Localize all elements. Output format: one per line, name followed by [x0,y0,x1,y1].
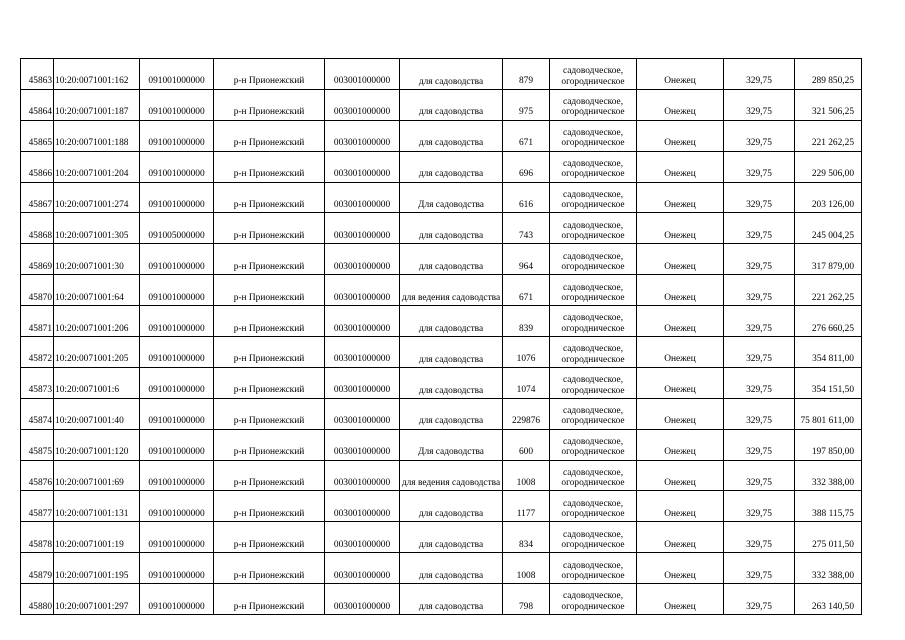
permitted-use-cell: для садоводства [400,553,503,584]
district-cell: р-н Прионежский [214,182,325,213]
cadastral-value-cell: 221 262,25 [795,275,862,306]
okato-code-cell: 091001000000 [140,367,214,398]
land-category-cell: садоводческое, огородническое [550,491,637,522]
settlement-cell: Онежец [637,429,724,460]
area-cell: 798 [503,584,550,615]
area-cell: 975 [503,89,550,120]
permitted-use-cell: Для садоводства [400,429,503,460]
cadastral-value-cell: 332 388,00 [795,460,862,491]
specific-value-cell: 329,75 [724,182,795,213]
cadastral-value-cell: 332 388,00 [795,553,862,584]
specific-value-cell: 329,75 [724,213,795,244]
okato-code-cell: 091001000000 [140,59,214,90]
oktmo-code-cell: 003001000000 [325,491,400,522]
settlement-cell: Онежец [637,244,724,275]
district-cell: р-н Прионежский [214,89,325,120]
cadastral-value-cell: 75 801 611,00 [795,398,862,429]
permitted-use-cell: для садоводства [400,59,503,90]
land-category-cell: садоводческое, огородническое [550,213,637,244]
district-cell: р-н Прионежский [214,213,325,244]
okato-code-cell: 091001000000 [140,120,214,151]
specific-value-cell: 329,75 [724,59,795,90]
permitted-use-cell: для садоводства [400,398,503,429]
okato-code-cell: 091001000000 [140,306,214,337]
district-cell: р-н Прионежский [214,398,325,429]
land-category-cell: садоводческое, огородническое [550,584,637,615]
settlement-cell: Онежец [637,89,724,120]
specific-value-cell: 329,75 [724,367,795,398]
land-category-cell: садоводческое, огородническое [550,522,637,553]
district-cell: р-н Прионежский [214,275,325,306]
oktmo-code-cell: 003001000000 [325,337,400,368]
district-cell: р-н Прионежский [214,151,325,182]
table-row [21,522,862,553]
land-category-cell: садоводческое, огородническое [550,59,637,90]
district-cell: р-н Прионежский [214,491,325,522]
settlement-cell: Онежец [637,337,724,368]
specific-value-cell: 329,75 [724,460,795,491]
district-cell: р-н Прионежский [214,59,325,90]
specific-value-cell: 329,75 [724,553,795,584]
settlement-cell: Онежец [637,120,724,151]
land-category-cell: садоводческое, огородническое [550,367,637,398]
oktmo-code-cell: 003001000000 [325,306,400,337]
cadastral-value-cell: 354 151,50 [795,367,862,398]
district-cell: р-н Прионежский [214,522,325,553]
land-category-cell: садоводческое, огородническое [550,398,637,429]
okato-code-cell: 091001000000 [140,275,214,306]
table-row [21,59,862,90]
okato-code-cell: 091001000000 [140,151,214,182]
parcel-table-body [21,59,862,615]
okato-code-cell: 091001000000 [140,584,214,615]
land-category-cell: садоводческое, огородническое [550,89,637,120]
table-row [21,584,862,615]
table-row [21,553,862,584]
permitted-use-cell: для садоводства [400,151,503,182]
okato-code-cell: 091001000000 [140,460,214,491]
land-category-cell: садоводческое, огородническое [550,553,637,584]
settlement-cell: Онежец [637,275,724,306]
area-cell: 671 [503,120,550,151]
cadastral-number-cell: 10:20:0071001:131 [54,491,140,522]
permitted-use-cell: для садоводства [400,584,503,615]
table-row [21,491,862,522]
table-row [21,398,862,429]
oktmo-code-cell: 003001000000 [325,182,400,213]
settlement-cell: Онежец [637,553,724,584]
settlement-cell: Онежец [637,460,724,491]
okato-code-cell: 091001000000 [140,398,214,429]
okato-code-cell: 091001000000 [140,89,214,120]
row-id-cell: 45866 [21,151,54,182]
table-row [21,120,862,151]
cadastral-number-cell: 10:20:0071001:162 [54,59,140,90]
permitted-use-cell: для садоводства [400,89,503,120]
oktmo-code-cell: 003001000000 [325,584,400,615]
oktmo-code-cell: 003001000000 [325,89,400,120]
settlement-cell: Онежец [637,59,724,90]
district-cell: р-н Прионежский [214,429,325,460]
area-cell: 671 [503,275,550,306]
land-category-cell: садоводческое, огородническое [550,337,637,368]
table-row [21,182,862,213]
land-category-cell: садоводческое, огородническое [550,460,637,491]
table-row [21,337,862,368]
oktmo-code-cell: 003001000000 [325,120,400,151]
table-row [21,460,862,491]
row-id-cell: 45872 [21,337,54,368]
permitted-use-cell: для садоводства [400,337,503,368]
cadastral-number-cell: 10:20:0071001:69 [54,460,140,491]
oktmo-code-cell: 003001000000 [325,151,400,182]
district-cell: р-н Прионежский [214,120,325,151]
oktmo-code-cell: 003001000000 [325,275,400,306]
specific-value-cell: 329,75 [724,337,795,368]
settlement-cell: Онежец [637,306,724,337]
cadastral-number-cell: 10:20:0071001:19 [54,522,140,553]
oktmo-code-cell: 003001000000 [325,213,400,244]
specific-value-cell: 329,75 [724,120,795,151]
cadastral-value-cell: 203 126,00 [795,182,862,213]
cadastral-value-cell: 275 011,50 [795,522,862,553]
row-id-cell: 45876 [21,460,54,491]
settlement-cell: Онежец [637,491,724,522]
specific-value-cell: 329,75 [724,89,795,120]
area-cell: 229876 [503,398,550,429]
land-category-cell: садоводческое, огородническое [550,182,637,213]
specific-value-cell: 329,75 [724,306,795,337]
district-cell: р-н Прионежский [214,460,325,491]
land-category-cell: садоводческое, огородническое [550,120,637,151]
specific-value-cell: 329,75 [724,429,795,460]
settlement-cell: Онежец [637,522,724,553]
cadastral-value-cell: 276 660,25 [795,306,862,337]
row-id-cell: 45864 [21,89,54,120]
specific-value-cell: 329,75 [724,244,795,275]
cadastral-value-cell: 229 506,00 [795,151,862,182]
specific-value-cell: 329,75 [724,584,795,615]
land-category-cell: садоводческое, огородническое [550,429,637,460]
area-cell: 696 [503,151,550,182]
okato-code-cell: 091001000000 [140,491,214,522]
permitted-use-cell: для садоводства [400,491,503,522]
okato-code-cell: 091005000000 [140,213,214,244]
okato-code-cell: 091001000000 [140,244,214,275]
row-id-cell: 45868 [21,213,54,244]
row-id-cell: 45871 [21,306,54,337]
cadastral-value-cell: 388 115,75 [795,491,862,522]
area-cell: 1177 [503,491,550,522]
settlement-cell: Онежец [637,182,724,213]
area-cell: 1008 [503,460,550,491]
cadastral-number-cell: 10:20:0071001:187 [54,89,140,120]
district-cell: р-н Прионежский [214,367,325,398]
row-id-cell: 45870 [21,275,54,306]
settlement-cell: Онежец [637,398,724,429]
cadastral-value-cell: 263 140,50 [795,584,862,615]
cadastral-number-cell: 10:20:0071001:195 [54,553,140,584]
row-id-cell: 45875 [21,429,54,460]
permitted-use-cell: для садоводства [400,244,503,275]
okato-code-cell: 091001000000 [140,553,214,584]
permitted-use-cell: для садоводства [400,367,503,398]
oktmo-code-cell: 003001000000 [325,460,400,491]
table-row [21,306,862,337]
settlement-cell: Онежец [637,367,724,398]
row-id-cell: 45877 [21,491,54,522]
permitted-use-cell: для садоводства [400,522,503,553]
row-id-cell: 45874 [21,398,54,429]
district-cell: р-н Прионежский [214,337,325,368]
oktmo-code-cell: 003001000000 [325,553,400,584]
cadastral-number-cell: 10:20:0071001:204 [54,151,140,182]
cadastral-number-cell: 10:20:0071001:305 [54,213,140,244]
area-cell: 616 [503,182,550,213]
oktmo-code-cell: 003001000000 [325,244,400,275]
district-cell: р-н Прионежский [214,306,325,337]
oktmo-code-cell: 003001000000 [325,398,400,429]
permitted-use-cell: для садоводства [400,306,503,337]
cadastral-value-cell: 289 850,25 [795,59,862,90]
specific-value-cell: 329,75 [724,398,795,429]
cadastral-number-cell: 10:20:0071001:274 [54,182,140,213]
table-row [21,89,862,120]
settlement-cell: Онежец [637,584,724,615]
cadastral-value-cell: 321 506,25 [795,89,862,120]
oktmo-code-cell: 003001000000 [325,59,400,90]
specific-value-cell: 329,75 [724,522,795,553]
permitted-use-cell: для садоводства [400,120,503,151]
specific-value-cell: 329,75 [724,275,795,306]
table-row [21,275,862,306]
cadastral-number-cell: 10:20:0071001:206 [54,306,140,337]
cadastral-number-cell: 10:20:0071001:297 [54,584,140,615]
okato-code-cell: 091001000000 [140,429,214,460]
settlement-cell: Онежец [637,213,724,244]
table-row [21,213,862,244]
land-category-cell: садоводческое, огородническое [550,306,637,337]
settlement-cell: Онежец [637,151,724,182]
table-row [21,429,862,460]
area-cell: 1076 [503,337,550,368]
area-cell: 879 [503,59,550,90]
cadastral-number-cell: 10:20:0071001:6 [54,367,140,398]
row-id-cell: 45873 [21,367,54,398]
table-row [21,244,862,275]
cadastral-number-cell: 10:20:0071001:188 [54,120,140,151]
cadastral-value-cell: 221 262,25 [795,120,862,151]
okato-code-cell: 091001000000 [140,337,214,368]
cadastral-number-cell: 10:20:0071001:64 [54,275,140,306]
area-cell: 1008 [503,553,550,584]
permitted-use-cell: Для садоводства [400,182,503,213]
area-cell: 964 [503,244,550,275]
row-id-cell: 45879 [21,553,54,584]
row-id-cell: 45878 [21,522,54,553]
cadastral-value-cell: 354 811,00 [795,337,862,368]
row-id-cell: 45869 [21,244,54,275]
cadastral-value-cell: 245 004,25 [795,213,862,244]
district-cell: р-н Прионежский [214,553,325,584]
table-row [21,367,862,398]
area-cell: 1074 [503,367,550,398]
district-cell: р-н Прионежский [214,244,325,275]
cadastral-number-cell: 10:20:0071001:120 [54,429,140,460]
land-category-cell: садоводческое, огородническое [550,275,637,306]
district-cell: р-н Прионежский [214,584,325,615]
permitted-use-cell: для ведения садоводства [400,275,503,306]
okato-code-cell: 091001000000 [140,182,214,213]
specific-value-cell: 329,75 [724,151,795,182]
permitted-use-cell: для садоводства [400,213,503,244]
land-category-cell: садоводческое, огородническое [550,151,637,182]
area-cell: 839 [503,306,550,337]
row-id-cell: 45867 [21,182,54,213]
specific-value-cell: 329,75 [724,491,795,522]
cadastral-number-cell: 10:20:0071001:205 [54,337,140,368]
oktmo-code-cell: 003001000000 [325,429,400,460]
cadastral-value-cell: 317 879,00 [795,244,862,275]
row-id-cell: 45863 [21,59,54,90]
cadastral-number-cell: 10:20:0071001:40 [54,398,140,429]
table-row [21,151,862,182]
permitted-use-cell: для ведения садоводства [400,460,503,491]
cadastral-value-cell: 197 850,00 [795,429,862,460]
oktmo-code-cell: 003001000000 [325,522,400,553]
row-id-cell: 45865 [21,120,54,151]
okato-code-cell: 091001000000 [140,522,214,553]
area-cell: 600 [503,429,550,460]
land-category-cell: садоводческое, огородническое [550,244,637,275]
cadastral-number-cell: 10:20:0071001:30 [54,244,140,275]
row-id-cell: 45880 [21,584,54,615]
parcel-table [20,58,862,615]
area-cell: 743 [503,213,550,244]
area-cell: 834 [503,522,550,553]
oktmo-code-cell: 003001000000 [325,367,400,398]
